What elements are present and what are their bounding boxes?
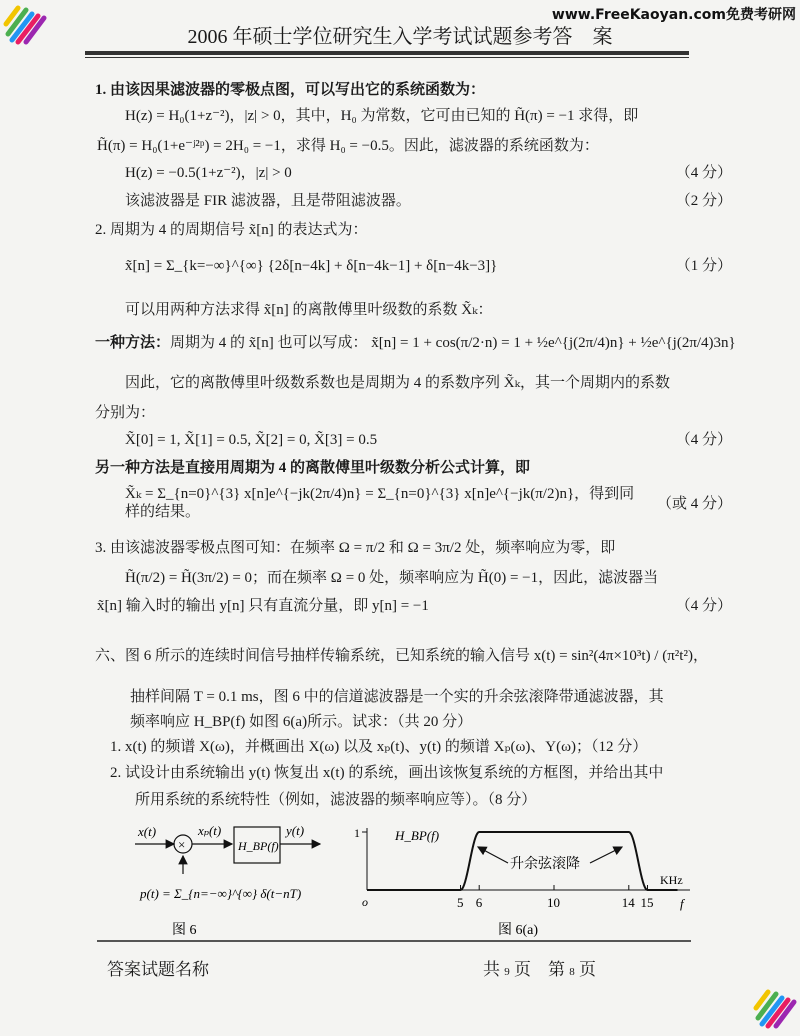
q2-text: 分别为： [95,405,156,421]
header-rule [85,51,689,55]
input-label: x(t) [138,824,157,839]
score: （或 4 分） [656,496,732,512]
site-logo-bottom [752,986,798,1032]
q3-intro: 3. 由该滤波器零极点图可知：在频率 Ω = π/2 和 Ω = 3π/2 处，频率响应为零，即 [95,540,616,556]
page-mid: 页 第 [514,960,565,979]
page-indicator [483,960,596,982]
score: （4 分） [675,432,732,448]
q6-text: 频率响应 H_BP(f) 如图 6(a)所示。试求：（共 20 分） [130,714,473,730]
output-label: y(t) [286,823,305,838]
footer-title: 答案试题名称 [107,960,209,979]
x-tick-label: 10 [547,895,560,910]
q3-conclusion: x̃[n] 输入时的输出 y[n] 只有直流分量，即 y[n] = −1 [97,598,429,614]
method1-formula: 周期为 4 的 x̃[n] 也可以写成： x̃[n] = 1 + cos(π/2·n) = 1 + ½e^{j(2π/4)n} + ½e^{j(2π/4)3n} [170,335,736,351]
page-suffix: 页 [579,960,596,979]
page-title: 2006 年硕士学位研究生入学考试试题参考答 案 [187,26,613,48]
annotation-arrow-right [590,847,622,863]
q2-method2: 另一种方法是直接用周期为 4 的离散傅里叶级数分析公式计算，即 [95,460,531,476]
total-pages: 9 [504,966,510,978]
q2-text: 因此，它的离散傅里叶级数系数也是周期为 4 的系数序列 X̃ₖ，其一个周期内的系数 [125,375,671,391]
x-unit-label: KHz [660,873,683,887]
figure-6a-caption: 图 6(a) [498,923,539,938]
x-tick-label: 5 [457,895,464,910]
q6-item-2-cont: 所用系统的系统特性（例如，滤波器的频率响应等）。（8 分） [135,792,537,808]
q6-text: 抽样间隔 T = 0.1 ms，图 6 中的信道滤波器是一个实的升余弦滚降带通滤波器，其 [130,689,664,705]
y-tick-label: 1 [354,826,360,840]
multiplier-symbol: × [178,837,186,852]
q1-formula-3: H(z) = −0.5(1+z⁻²)，|z| > 0 [125,165,292,181]
q6-item-2: 2. 试设计由系统输出 y(t) 恢复出 x(t) 的系统，画出该恢复系统的方框图，并给出其中 [110,765,664,781]
method1-label: 一种方法： [95,335,171,351]
watermark-url[interactable]: www.FreeKaoyan.com免费考研网 [551,7,796,23]
score: （4 分） [675,165,732,181]
q2-intro: 2. 周期为 4 的周期信号 x̃[n] 的表达式为： [95,222,368,238]
figure-6-block-diagram [135,823,320,938]
q6-item-1: 1. x(t) 的频谱 X(ω)，并概画出 X(ω) 以及 xₚ(t)、y(t) 的频谱 Xₚ(ω)、Y(ω)；（12 分） [110,739,648,755]
q2-formula-sum: x̃[n] = Σ_{k=−∞}^{∞} {2δ[n−4k] + δ[n−4k−1] + δ[n−4k−3]} [125,258,498,274]
q1-formula-2: H̃(π) = H₀(1+e⁻ʲ²ᵖ) = 2H₀ = −1，求得 H₀ = −0.5。因此，滤波器的系统函数为： [97,138,599,154]
footer-rule [97,940,691,942]
pulse-train-formula: p(t) = Σ_{n=−∞}^{∞} δ(t−nT) [140,886,302,901]
q2-method1 [95,334,785,352]
q3-formula: H̃(π/2) = H̃(3π/2) = 0；而在频率 Ω = 0 处，频率响应为 H̃(0) = −1，因此，滤波器当 [125,570,659,586]
x-tick-label: 14 [621,895,635,910]
score: （4 分） [675,598,732,614]
rolloff-annotation: 升余弦滚降 [510,857,580,872]
q2-text: 可以用两种方法求得 x̃[n] 的离散傅里叶级数的系数 X̃ₖ： [125,302,493,318]
figure-6a-frequency-response [354,826,690,938]
q6-intro: 六、图 6 所示的连续时间信号抽样传输系统，已知系统的输入信号 x(t) = sin²(4π×10³t) / (π²t²)， [95,648,708,664]
origin-label: o [362,895,368,909]
figure-6-caption: 图 6 [172,923,197,938]
filter-label: H_BP(f) [238,839,279,853]
score: （2 分） [675,193,732,209]
score: （1 分） [675,258,732,274]
current-page: 8 [569,966,575,978]
q2-formula-dfs: X̃ₖ = Σ_{n=0}^{3} x[n]e^{−jk(2π/4)n} = Σ_{n=0}^{3} x[n]e^{−jk(π/2)n}，得到同样的结果。 [125,486,635,520]
x-tick-label: 15 [640,895,654,910]
x-axis-label: f [680,896,684,911]
q2-coefficients: X̃[0] = 1, X̃[1] = 0.5, X̃[2] = 0, X̃[3] = 0.5 [125,432,378,448]
header-rule-thin [85,57,689,58]
x-tick-label: 6 [475,895,483,910]
y-axis-label: H_BP(f) [395,828,440,843]
total-prefix: 共 [483,960,500,979]
q1-formula-1: H(z) = H₀(1+z⁻²)，|z| > 0，其中，H₀ 为常数，它可由已知的 H̃(π) = −1 求得，即 [125,108,639,124]
q1-intro: 1. 由该因果滤波器的零极点图，可以写出它的系统函数为： [95,82,486,98]
sampled-label: xₚ(t) [198,823,222,838]
figures [0,810,800,940]
annotation-arrow-left [478,847,508,863]
q1-conclusion: 该滤波器是 FIR 滤波器，且是带阻滤波器。 [125,193,411,209]
